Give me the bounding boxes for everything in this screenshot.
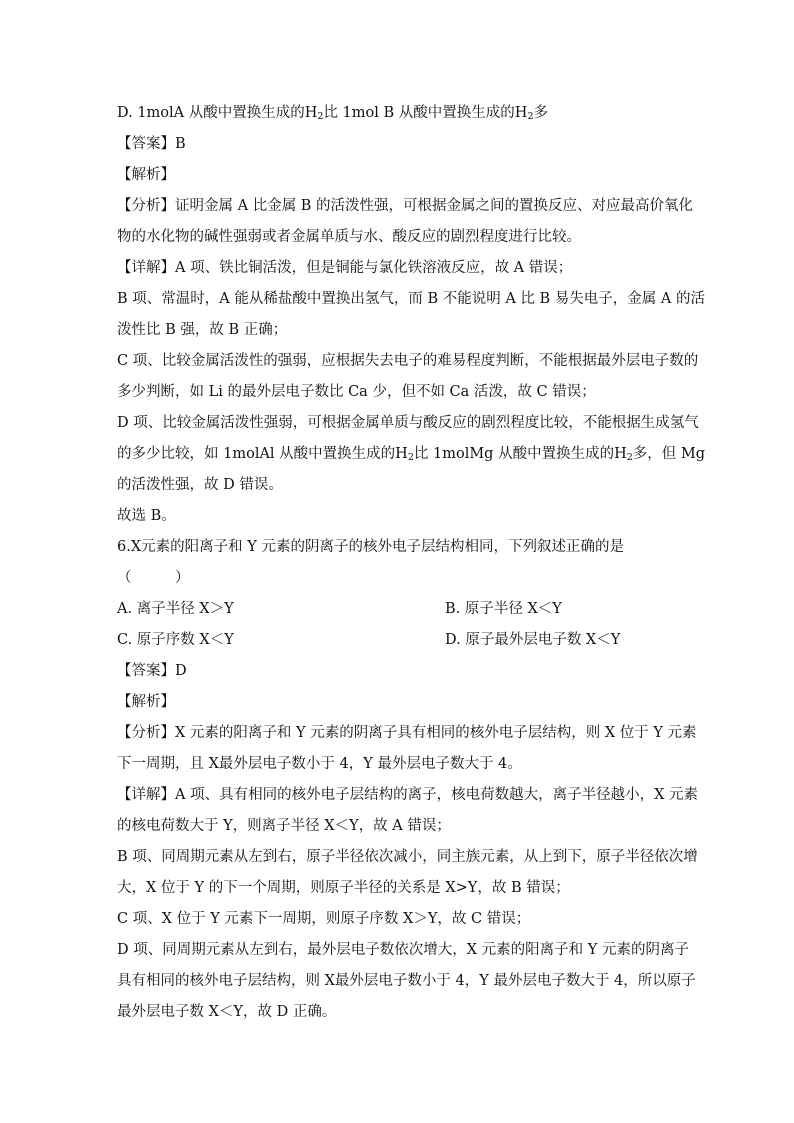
q6-analysis-title: 【解析】 bbox=[117, 694, 175, 710]
q6-options-row-2 bbox=[117, 625, 687, 656]
q5-answer: 【答案】B bbox=[117, 136, 186, 152]
q6-option-c: C. 原子序数 X＜Y bbox=[117, 632, 234, 648]
q5-xiangjie-a: 【详解】A 项、铁比铜活泼，但是铜能与氯化铁溶液反应，故 A 错误； bbox=[117, 260, 573, 276]
q6-xiangjie-b-line-1: B 项、同周期元素从左到右，原子半径依次减小，同主族元素，从上到下，原子半径依次增 bbox=[117, 849, 698, 865]
q6-option-b: B. 原子半径 X＜Y bbox=[445, 601, 562, 617]
q5-xiangjie-d-line-3: 的活泼性强，故 D 错误。 bbox=[117, 477, 283, 493]
q5-xiangjie-b-line-2: 泼性比 B 强，故 B 正确； bbox=[117, 322, 288, 338]
q6-option-d: D. 原子最外层电子数 X＜Y bbox=[445, 632, 621, 648]
q6-xiangjie-c: C 项、X 位于 Y 元素下一周期，则原子序数 X＞Y，故 C 错误； bbox=[117, 911, 531, 927]
q5-analysis-title: 【解析】 bbox=[117, 167, 175, 183]
document-page bbox=[117, 98, 706, 1028]
q5-fenxi-line-1: 【分析】证明金属 A 比金属 B 的活泼性强，可根据金属之间的置换反应、对应最高价氧化 bbox=[117, 198, 694, 214]
q5-xiangjie-c-line-1: C 项、比较金属活泼性的强弱，应根据失去电子的难易程度判断，不能根据最外层电子数的 bbox=[117, 353, 699, 369]
q6-options-row-1 bbox=[117, 594, 687, 625]
q6-xiangjie-a-line-2: 的核电荷数大于 Y，则离子半径 X＜Y，故 A 错误； bbox=[117, 818, 451, 834]
q6-xiangjie-a-line-1: 【详解】A 项、具有相同的核外电子层结构的离子，核电荷数越大，离子半径越小，X 元素 bbox=[117, 787, 699, 803]
q6-xiangjie-d-line-1: D 项、同周期元素从左到右，最外层电子数依次增大，X 元素的阳离子和 Y 元素的阴离子 bbox=[117, 942, 689, 958]
q5-xiangjie-b-line-1: B 项、常温时，A 能从稀盐酸中置换出氢气，而 B 不能说明 A 比 B 易失电子，金属 A 的活 bbox=[117, 291, 705, 307]
q5-xiangjie-c-line-2: 多少判断，如 Li 的最外层电子数比 Ca 少，但不如 Ca 活泼，故 C 错误； bbox=[117, 384, 596, 400]
q6-stem: 6.X元素的阳离子和 Y 元素的阴离子的核外电子层结构相同，下列叙述正确的是 bbox=[117, 539, 624, 555]
q5-xiangjie-d-line-1: D 项、比较金属活泼性强弱，可根据金属单质与酸反应的剧烈程度比较，不能根据生成氢气 bbox=[117, 415, 699, 431]
q6-xiangjie-b-line-2: 大，X 位于 Y 的下一个周期，则原子半径的关系是 X>Y，故 B 错误； bbox=[117, 880, 570, 896]
q5-fenxi-line-2: 物的水化物的碱性强弱或者金属单质与水、酸反应的剧烈程度进行比较。 bbox=[117, 229, 581, 245]
q6-paren: （ ） bbox=[117, 570, 190, 586]
q5-conclusion: 故选 B。 bbox=[117, 508, 176, 524]
q6-fenxi-line-1: 【分析】X 元素的阳离子和 Y 元素的阴离子具有相同的核外电子层结构，则 X 位于 Y 元素 bbox=[117, 725, 697, 741]
q6-answer: 【答案】D bbox=[117, 663, 187, 679]
q6-xiangjie-d-line-2: 具有相同的核外电子层结构，则 X最外层电子数小于 4，Y 最外层电子数大于 4，所以原子 bbox=[117, 973, 696, 989]
q5-xiangjie-d-line-2: 的多少比较，如 1molAl 从酸中置换生成的$H_2$比 1molMg 从酸中置换生成的$H_2$多，但 Mg bbox=[117, 446, 706, 463]
q6-xiangjie-d-line-3: 最外层电子数 X＜Y，故 D 正确。 bbox=[117, 1004, 337, 1020]
q5-option-d: D. 1molA 从酸中置换生成的$H_2$比 1mol B 从酸中置换生成的$H_2$多 bbox=[117, 105, 548, 122]
q6-fenxi-line-2: 下一周期，且 X最外层电子数小于 4，Y 最外层电子数大于 4。 bbox=[117, 756, 522, 772]
q6-option-a: A. 离子半径 X＞Y bbox=[117, 601, 234, 617]
